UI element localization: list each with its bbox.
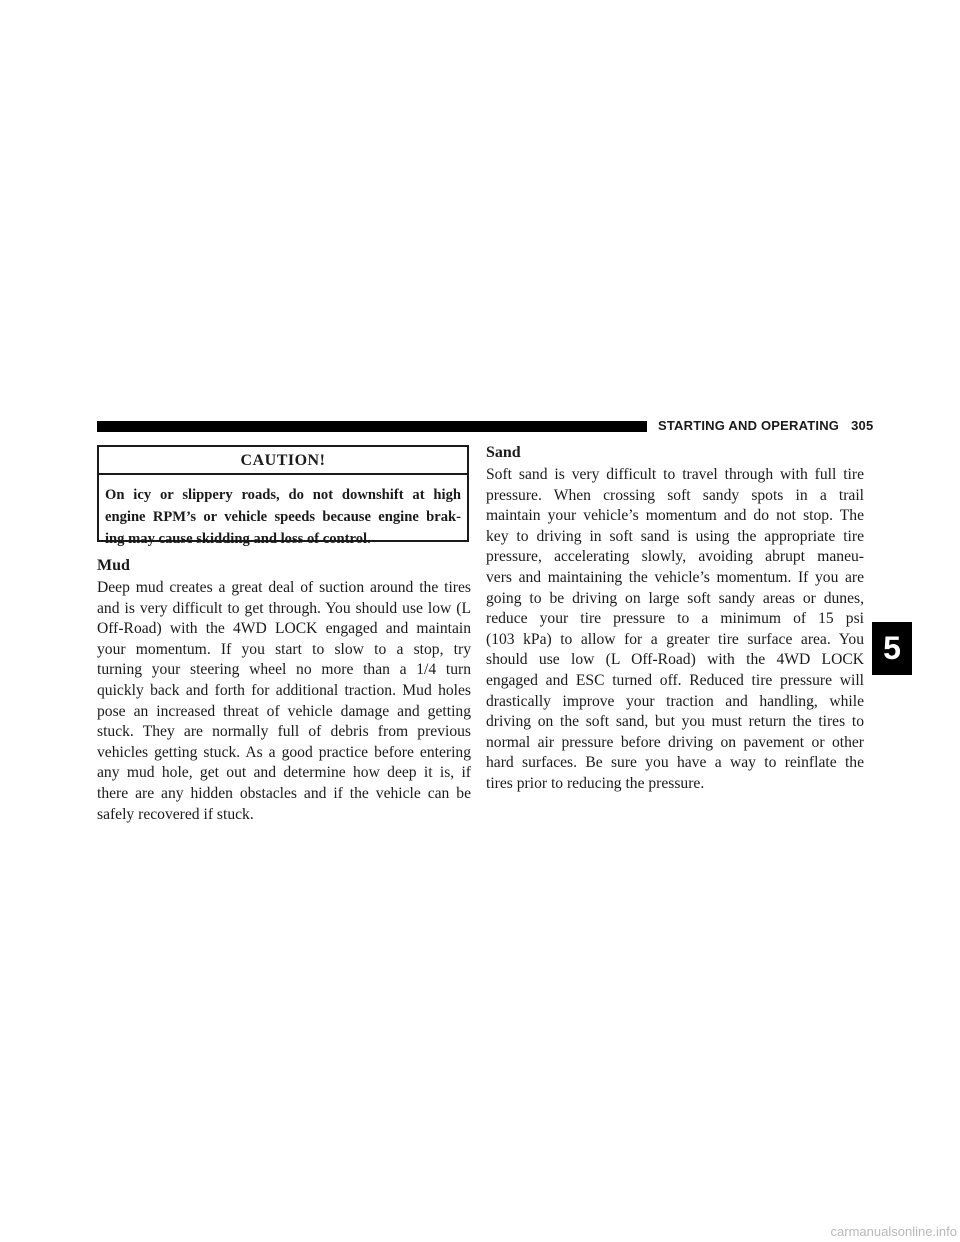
mud-line: any mud hole, get out and determine how deep it is, if [97, 764, 471, 782]
mud-paragraph [97, 578, 471, 825]
sand-line: reduce your tire pressure to a minimum of 15 psi [486, 610, 864, 628]
mud-line: your momentum. If you start to slow to a stop, try [97, 640, 471, 658]
sand-line: tires prior to reducing the pressure. [486, 774, 705, 792]
caution-line: On icy or slippery roads, do not downshift at high [105, 487, 461, 503]
mud-line: Deep mud creates a great deal of suction around the tires [97, 579, 471, 596]
page-number: 305 [851, 418, 874, 433]
mud-line: Off-Road) with the 4WD LOCK engaged and maintain [97, 620, 471, 638]
sand-line: (103 kPa) to allow for a greater tire surface area. You [486, 630, 864, 648]
sand-section [486, 442, 864, 795]
sand-line: hard surfaces. Be sure you have a way to reinflate the [486, 754, 864, 772]
mud-line: vehicles getting stuck. As a good practice before entering [97, 743, 471, 761]
mud-heading: Mud [97, 557, 130, 574]
mud-line: turning your steering wheel no more than a 1/4 turn [97, 661, 471, 679]
mud-section [97, 555, 471, 825]
sand-line: going to be driving on large soft sandy areas or dunes, [486, 589, 864, 607]
caution-box [97, 445, 469, 547]
sand-paragraph [486, 465, 864, 795]
sand-line: normal air pressure before driving on pavement or other [486, 733, 864, 751]
mud-line: safely recovered if stuck. [97, 805, 254, 823]
chapter-tab: 5 [872, 622, 912, 675]
sand-line: driving on the soft sand, but you must return the tires to [486, 713, 864, 731]
mud-line: there are any hidden obstacles and if the vehicle can be [97, 784, 471, 802]
watermark: carmanualsonline.info [830, 1224, 957, 1239]
caution-line: ing may cause skidding and loss of control. [105, 531, 371, 547]
sand-line: should use low (L Off-Road) with the 4WD LOCK [486, 651, 864, 669]
running-header [658, 418, 873, 433]
mud-line: pose an increased threat of vehicle damage and getting [97, 702, 471, 720]
mud-line: stuck. They are normally full of debris from previous [97, 723, 471, 741]
mud-line: and is very difficult to get through. You should use low (L [97, 599, 471, 617]
sand-line: vers and maintaining the vehicle’s momentum. If you are [486, 568, 864, 586]
caution-line: engine RPM’s or vehicle speeds because engine brak- [105, 509, 461, 525]
mud-line: quickly back and forth for additional traction. Mud holes [97, 681, 471, 699]
sand-line: drastically improve your traction and handling, while [486, 692, 864, 710]
sand-line: maintain your vehicle’s momentum and do not stop. The [486, 507, 864, 525]
sand-line: key to driving in soft sand is using the appropriate tire [486, 527, 864, 545]
caution-body [99, 475, 467, 550]
sand-line: engaged and ESC turned off. Reduced tire pressure will [486, 671, 864, 689]
sand-heading: Sand [486, 444, 521, 461]
section-title: STARTING AND OPERATING [658, 418, 840, 433]
sand-line: pressure, accelerating slowly, avoiding abrupt maneu- [486, 548, 864, 566]
header-rule [97, 421, 647, 432]
sand-line: pressure. When crossing soft sandy spots in a trail [486, 486, 864, 504]
sand-line: Soft sand is very difficult to travel through with full tire [486, 466, 864, 483]
caution-title: CAUTION! [99, 447, 467, 475]
